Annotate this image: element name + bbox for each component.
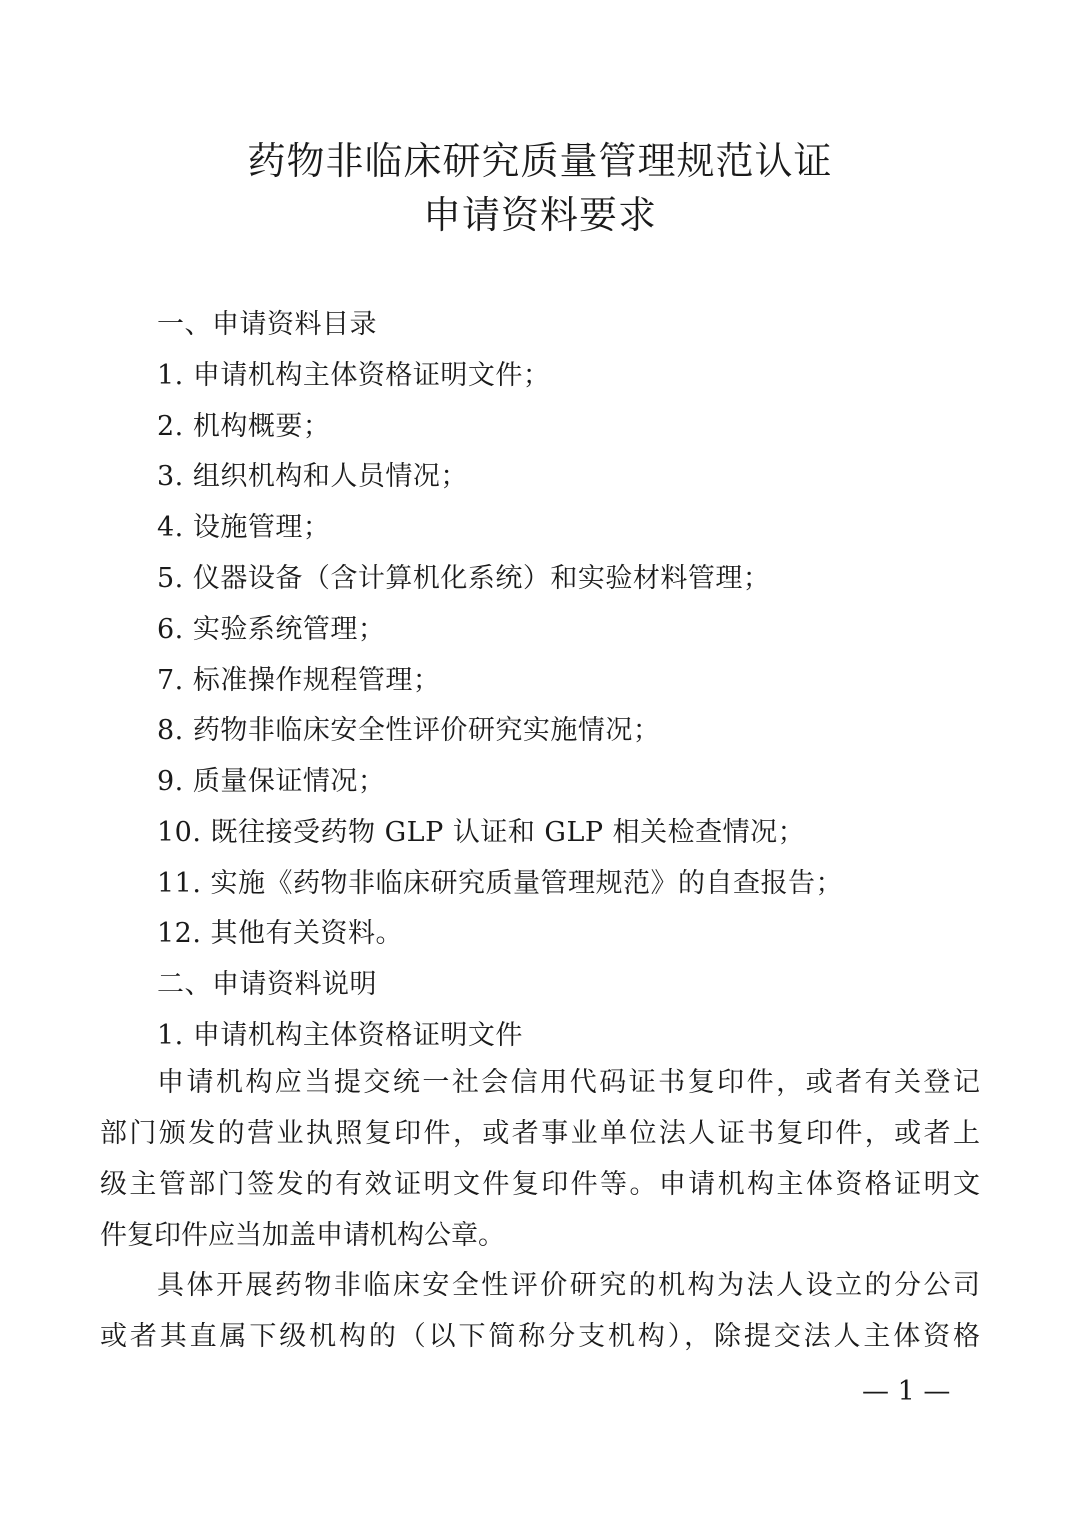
list-item: 3. 组织机构和人员情况； [157, 461, 468, 492]
paragraph-line: 申请机构应当提交统一社会信用代码证书复印件，或者有关登记 [157, 1068, 980, 1098]
document-title-line1: 药物非临床研究质量管理规范认证 [247, 139, 833, 183]
paragraph-1 [100, 1068, 980, 1272]
list-item: 4. 设施管理； [157, 512, 331, 543]
paragraph-line: 件复印件应当加盖申请机构公章。 [100, 1221, 505, 1251]
list-item: 2. 机构概要； [157, 411, 331, 442]
paragraph-line: 级主管部门签发的有效证明文件复印件等。申请机构主体资格证明文 [100, 1170, 980, 1200]
paragraph-2 [100, 1271, 980, 1373]
paragraph-line: 或者其直属下级机构的（以下简称分支机构），除提交法人主体资格 [100, 1322, 980, 1352]
document-title-line2: 申请资料要求 [422, 193, 657, 237]
list-item: 1. 申请机构主体资格证明文件； [157, 360, 551, 391]
subsection-heading: 1. 申请机构主体资格证明文件 [157, 1020, 523, 1051]
list-item: 11. 实施《药物非临床研究质量管理规范》的自查报告； [157, 868, 844, 899]
list-item: 10. 既往接受药物 GLP 认证和 GLP 相关检查情况； [157, 817, 806, 848]
list-item: 5. 仪器设备（含计算机化系统）和实验材料管理； [157, 563, 771, 594]
list-item: 6. 实验系统管理； [157, 614, 386, 645]
paragraph-line: 部门颁发的营业执照复印件，或者事业单位法人证书复印件，或者上 [100, 1119, 980, 1149]
list-item: 9. 质量保证情况； [157, 766, 386, 797]
list-item: 7. 标准操作规程管理； [157, 665, 441, 696]
page-number: — 1 — [862, 1376, 951, 1407]
paragraph-line: 具体开展药物非临床安全性评价研究的机构为法人设立的分公司 [157, 1271, 980, 1301]
section1-heading: 一、申请资料目录 [157, 309, 377, 340]
section2-heading: 二、申请资料说明 [157, 969, 377, 1000]
list-item: 12. 其他有关资料。 [157, 918, 404, 949]
list-item: 8. 药物非临床安全性评价研究实施情况； [157, 715, 661, 746]
